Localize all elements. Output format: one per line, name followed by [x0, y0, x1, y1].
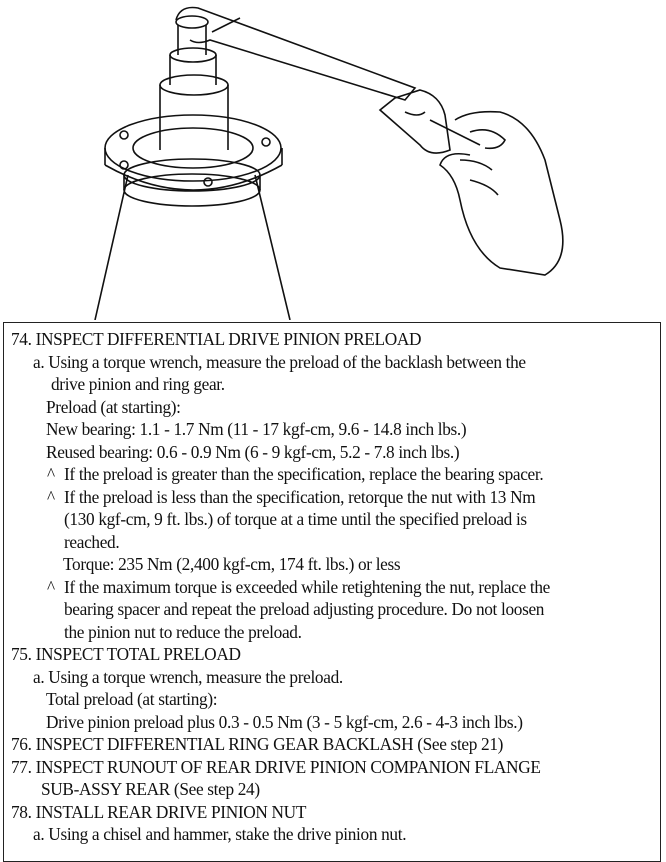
new-bearing-spec: New bearing: 1.1 - 1.7 Nm (11 - 17 kgf-cm, 9.6 - 14.8 inch lbs.)	[46, 419, 467, 439]
note-max-torque-line-3: the pinion nut to reduce the preload.	[64, 621, 302, 642]
step-74-title: 74. INSPECT DIFFERENTIAL DRIVE PINION PRELOAD	[11, 329, 422, 349]
step-74a-line-1: a. Using a torque wrench, measure the preload of the backlash between the	[33, 351, 526, 372]
note-less-preload-line-1: If the preload is less than the specification, retorque the nut with 13 Nm	[64, 486, 536, 507]
note-less-preload-line-2: (130 kgf-cm, 9 ft. lbs.) of torque at a time until the specified preload is	[64, 509, 527, 529]
step-76-title: 76. INSPECT DIFFERENTIAL RING GEAR BACKLASH (See step 21)	[11, 734, 504, 754]
note-bullet: ^	[47, 576, 55, 597]
step-74a-line-2: drive pinion and ring gear.	[51, 374, 225, 394]
instructions-box	[3, 322, 661, 862]
note-bullet: ^	[47, 464, 55, 484]
note-max-torque-line-1: If the maximum torque is exceeded while retightening the nut, replace the	[64, 576, 551, 597]
note-greater-preload: If the preload is greater than the specification, replace the bearing spacer.	[64, 464, 544, 484]
reused-bearing-spec: Reused bearing: 0.6 - 0.9 Nm (6 - 9 kgf-cm, 5.2 - 7.8 inch lbs.)	[46, 441, 460, 462]
note-bullet: ^	[47, 486, 55, 507]
step-77-title-line-2: SUB-ASSY REAR (See step 24)	[41, 779, 260, 799]
max-torque-spec: Torque: 235 Nm (2,400 kgf-cm, 174 ft. lbs.) or less	[63, 554, 401, 574]
step-75-title: 75. INSPECT TOTAL PRELOAD	[11, 644, 241, 664]
preload-spec-label: Preload (at starting):	[46, 396, 181, 417]
total-preload-label: Total preload (at starting):	[46, 689, 218, 709]
total-preload-spec: Drive pinion preload plus 0.3 - 0.5 Nm (3 - 5 kgf-cm, 2.6 - 4-3 inch lbs.)	[46, 711, 523, 732]
step-75a: a. Using a torque wrench, measure the preload.	[33, 666, 343, 687]
step-78-title: 78. INSTALL REAR DRIVE PINION NUT	[11, 801, 307, 822]
torque-wrench-illustration	[0, 0, 666, 320]
note-max-torque-line-2: bearing spacer and repeat the preload adjusting procedure. Do not loosen	[64, 599, 545, 619]
step-77-title-line-1: 77. INSPECT RUNOUT OF REAR DRIVE PINION COMPANION FLANGE	[11, 756, 541, 777]
step-78a: a. Using a chisel and hammer, stake the drive pinion nut.	[33, 824, 407, 844]
note-less-preload-line-3: reached.	[64, 531, 120, 552]
